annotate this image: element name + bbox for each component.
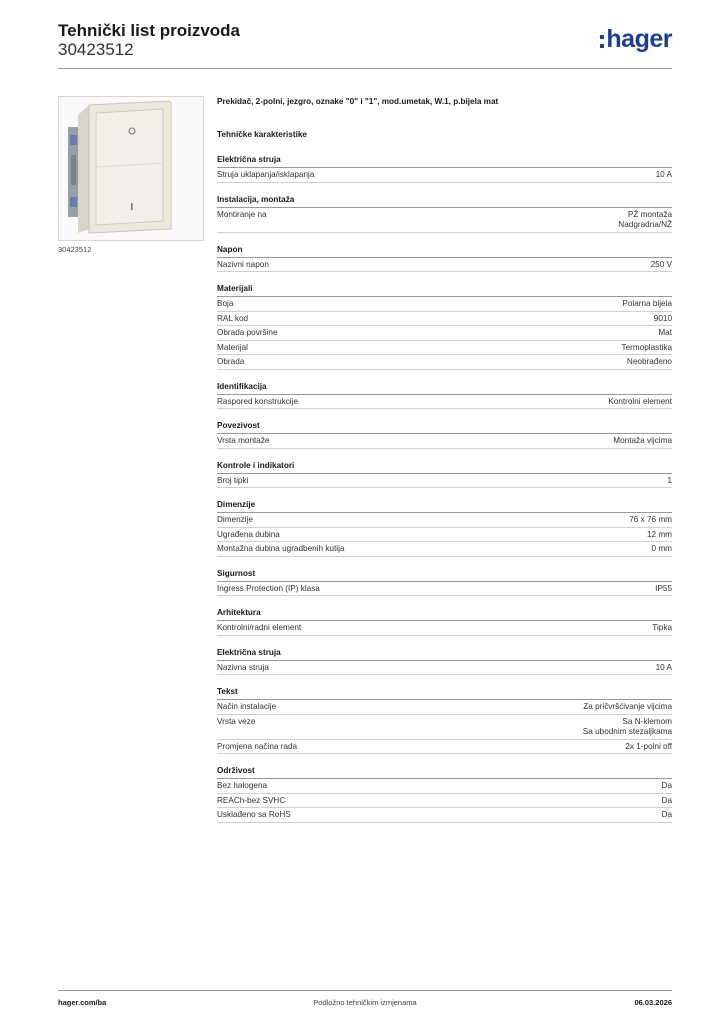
spec-row [217, 341, 672, 356]
product-image [58, 96, 204, 241]
footer-notice: Podložno tehničkim izmjenama [313, 998, 417, 1007]
spec-section [217, 460, 672, 489]
spec-label: Montažna dubina ugradbenih kutija [217, 544, 345, 553]
document-title: Tehnički list proizvoda [58, 21, 240, 40]
spec-label: Ingress Protection (IP) klasa [217, 583, 320, 593]
spec-row [217, 700, 672, 715]
section-title: Identifikacija [217, 381, 672, 395]
spec-section [217, 647, 672, 676]
spec-section [217, 420, 672, 449]
spec-row [217, 794, 672, 809]
section-title: Instalacija, montaža [217, 194, 672, 208]
spec-label: Nazivni napon [217, 259, 269, 269]
spec-label: Montiranje na [217, 209, 267, 219]
spec-label: Promjena načina rada [217, 741, 298, 751]
spec-label: Način instalacije [217, 702, 277, 711]
section-title: Napon [217, 244, 672, 258]
spec-row [217, 513, 672, 528]
spec-value: Polarna bijela [622, 299, 672, 308]
section-title: Materijali [217, 283, 672, 297]
switch-product-image [59, 97, 203, 240]
spec-row [217, 582, 672, 597]
section-title: Arhitektura [217, 607, 672, 621]
spec-section [217, 607, 672, 636]
spec-value: Mat [658, 328, 672, 337]
spec-value: 0 mm [651, 544, 672, 553]
spec-label: Obrada površine [217, 328, 278, 337]
spec-value: Sa N-klemom Sa ubodnim stezaljkama [582, 716, 672, 736]
section-title: Dimenzije [217, 499, 672, 513]
spec-row [217, 258, 672, 273]
spec-row [217, 297, 672, 312]
spec-value: PŽ montaža Nadgradna/NŽ [618, 209, 672, 229]
spec-value: IP55 [655, 583, 672, 593]
spec-row [217, 621, 672, 636]
spec-label: Boja [217, 299, 234, 308]
page-footer [58, 990, 672, 1007]
spec-label: REACh-bez SVHC [217, 795, 286, 805]
hager-logo [600, 25, 672, 53]
spec-value: Da [661, 795, 672, 805]
footer-website: hager.com/ba [58, 998, 107, 1007]
spec-value: 76 x 76 mm [629, 515, 672, 524]
spec-sections [217, 154, 672, 823]
section-title: Održivost [217, 765, 672, 779]
spec-section [217, 283, 672, 370]
logo-colon-icon [600, 35, 604, 48]
spec-section [217, 568, 672, 597]
spec-value: 1 [667, 475, 672, 485]
spec-value: 2x 1-polni off [625, 741, 672, 751]
spec-label: Nazivna struja [217, 662, 269, 672]
spec-label: Raspored konstrukcije [217, 396, 299, 406]
spec-label: RAL kod [217, 313, 249, 323]
spec-row [217, 355, 672, 370]
spec-row [217, 312, 672, 327]
spec-value: Za pričvršćivanje vijcima [583, 702, 672, 711]
spec-section [217, 765, 672, 823]
logo-text: hager [606, 25, 672, 53]
spec-row [217, 715, 672, 740]
spec-label: Broj tipki [217, 475, 249, 485]
spec-value: Termoplastika [621, 342, 672, 352]
spec-row [217, 434, 672, 449]
spec-section [217, 686, 672, 754]
section-title: Kontrole i indikatori [217, 460, 672, 474]
spec-value: Kontrolni element [608, 396, 672, 406]
spec-label: Materijal [217, 342, 248, 352]
section-title: Tekst [217, 686, 672, 700]
spec-label: Vrsta veze [217, 716, 256, 726]
spec-section [217, 499, 672, 557]
characteristics-heading: Tehničke karakteristike [217, 130, 307, 139]
spec-row [217, 474, 672, 489]
spec-value: Tipka [652, 623, 672, 632]
section-title: Električna struja [217, 647, 672, 661]
spec-row [217, 661, 672, 676]
spec-value: 250 V [650, 259, 672, 269]
spec-label: Kontrolni/radni element [217, 623, 302, 632]
section-title: Povezivost [217, 420, 672, 434]
spec-row [217, 808, 672, 823]
spec-value: Da [661, 810, 672, 819]
spec-row [217, 528, 672, 543]
spec-label: Obrada [217, 357, 245, 366]
page-header [58, 22, 672, 69]
image-caption: 30423512 [58, 245, 92, 254]
spec-label: Ugrađena dubina [217, 529, 280, 539]
spec-row [217, 542, 672, 557]
spec-section [217, 381, 672, 410]
spec-label: Vrsta montaže [217, 436, 270, 445]
spec-row [217, 395, 672, 410]
spec-label: Bez halogena [217, 781, 268, 790]
spec-value: 12 mm [646, 529, 672, 539]
spec-row [217, 168, 672, 183]
product-code: 30423512 [58, 40, 134, 59]
spec-value: Neobrađeno [626, 357, 672, 366]
spec-section [217, 154, 672, 183]
spec-value: 10 A [655, 170, 672, 179]
spec-section [217, 244, 672, 273]
section-title: Sigurnost [217, 568, 672, 582]
spec-content [217, 96, 672, 834]
spec-value: Montaža vijcima [613, 436, 672, 445]
footer-date: 06.03.2026 [634, 998, 672, 1007]
spec-value: 9010 [653, 313, 672, 323]
spec-label: Dimenzije [217, 515, 253, 524]
spec-label: Struja uklapanja/isklapanja [217, 170, 315, 179]
product-description: Prekidač, 2-polni, jezgro, oznake "0" i "1", mod.umetak, W.1, p.bijela mat [217, 97, 499, 106]
spec-value: 10 A [655, 662, 672, 672]
spec-row [217, 779, 672, 794]
spec-row [217, 208, 672, 233]
spec-value: Da [661, 781, 672, 790]
spec-section [217, 194, 672, 233]
spec-row [217, 326, 672, 341]
spec-row [217, 740, 672, 755]
spec-label: Usklađeno sa RoHS [217, 810, 291, 819]
section-title: Električna struja [217, 154, 672, 168]
